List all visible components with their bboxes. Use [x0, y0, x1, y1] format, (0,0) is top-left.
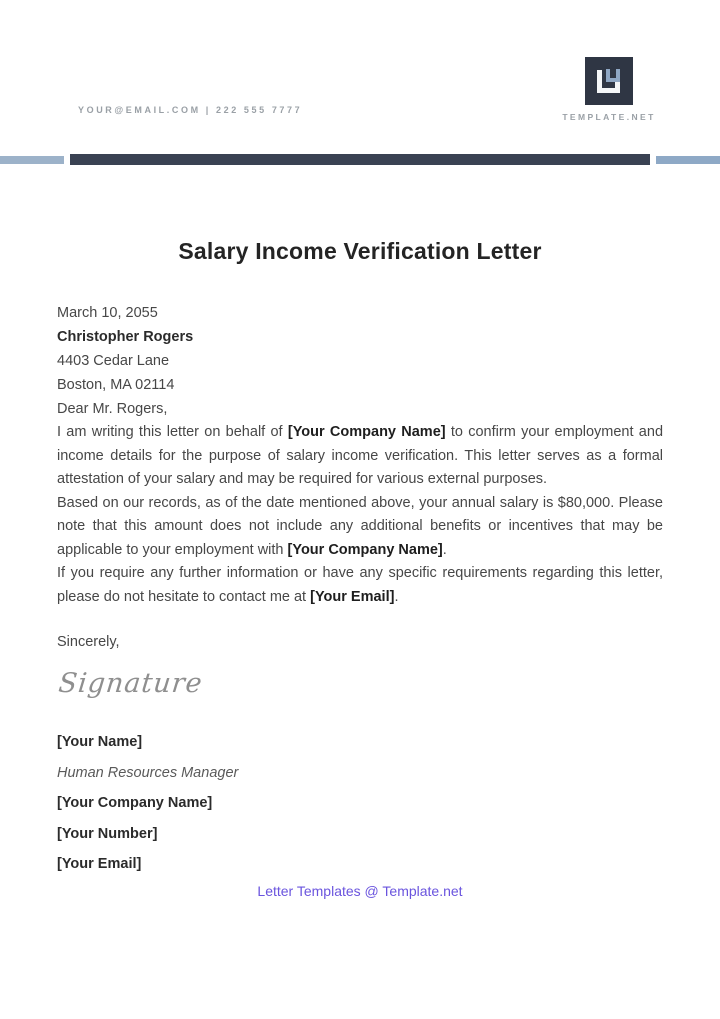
signature-block [57, 727, 663, 880]
paragraph-2: Based on our records, as of the date mentioned above, your annual salary is $80,000. Please note that this amount does not include any additional benefits or incentives that may be applicable to your employment with [Your Company Name]. [57, 494, 663, 558]
recipient-address-line2: Boston, MA 02114 [57, 377, 175, 393]
divider-center [70, 154, 650, 165]
page-title: Salary Income Verification Letter [178, 238, 542, 264]
letter-date: March 10, 2055 [57, 305, 158, 321]
email-placeholder: [Your Email] [310, 588, 395, 605]
footer-template-link[interactable]: Letter Templates @ Template.net [257, 883, 463, 899]
company-name-placeholder: [Your Company Name] [287, 424, 446, 440]
salutation: Dear Mr. Rogers, [57, 401, 168, 417]
closing-salutation: Sincerely, [57, 634, 120, 650]
templatenet-logo[interactable] [585, 57, 633, 105]
lu-monogram-icon [585, 92, 633, 109]
sender-name-placeholder: [Your Name] [57, 734, 143, 750]
sender-email-placeholder: [Your Email] [57, 856, 142, 872]
recipient-address-line1: 4403 Cedar Lane [57, 353, 170, 369]
recipient-name: Christopher Rogers [57, 329, 194, 345]
sender-company-placeholder: [Your Company Name] [57, 795, 213, 811]
company-name-placeholder: [Your Company Name] [287, 541, 443, 558]
brand-name: TEMPLATE.NET [562, 112, 656, 122]
paragraph-1: I am writing this letter on behalf of [Your Company Name] to confirm your employment and income details for the purpose of salary income verification. This letter serves as a formal attestation of your salary and may be required for various external purposes. [57, 424, 664, 487]
sender-role: Human Resources Manager [57, 764, 239, 781]
footer [0, 883, 720, 901]
divider-right-accent [656, 156, 720, 164]
signature-handwriting: Signature [57, 668, 205, 699]
sender-number-placeholder: [Your Number] [57, 825, 158, 842]
divider-left-accent [0, 156, 64, 164]
header-contact-info: YOUR@EMAIL.COM | 222 555 7777 [78, 105, 303, 115]
paragraph-3: If you require any further information or have any specific requirements regarding this letter, please do not hesitate to contact me at [Your Email]. [57, 565, 663, 605]
letter-body [57, 301, 663, 880]
